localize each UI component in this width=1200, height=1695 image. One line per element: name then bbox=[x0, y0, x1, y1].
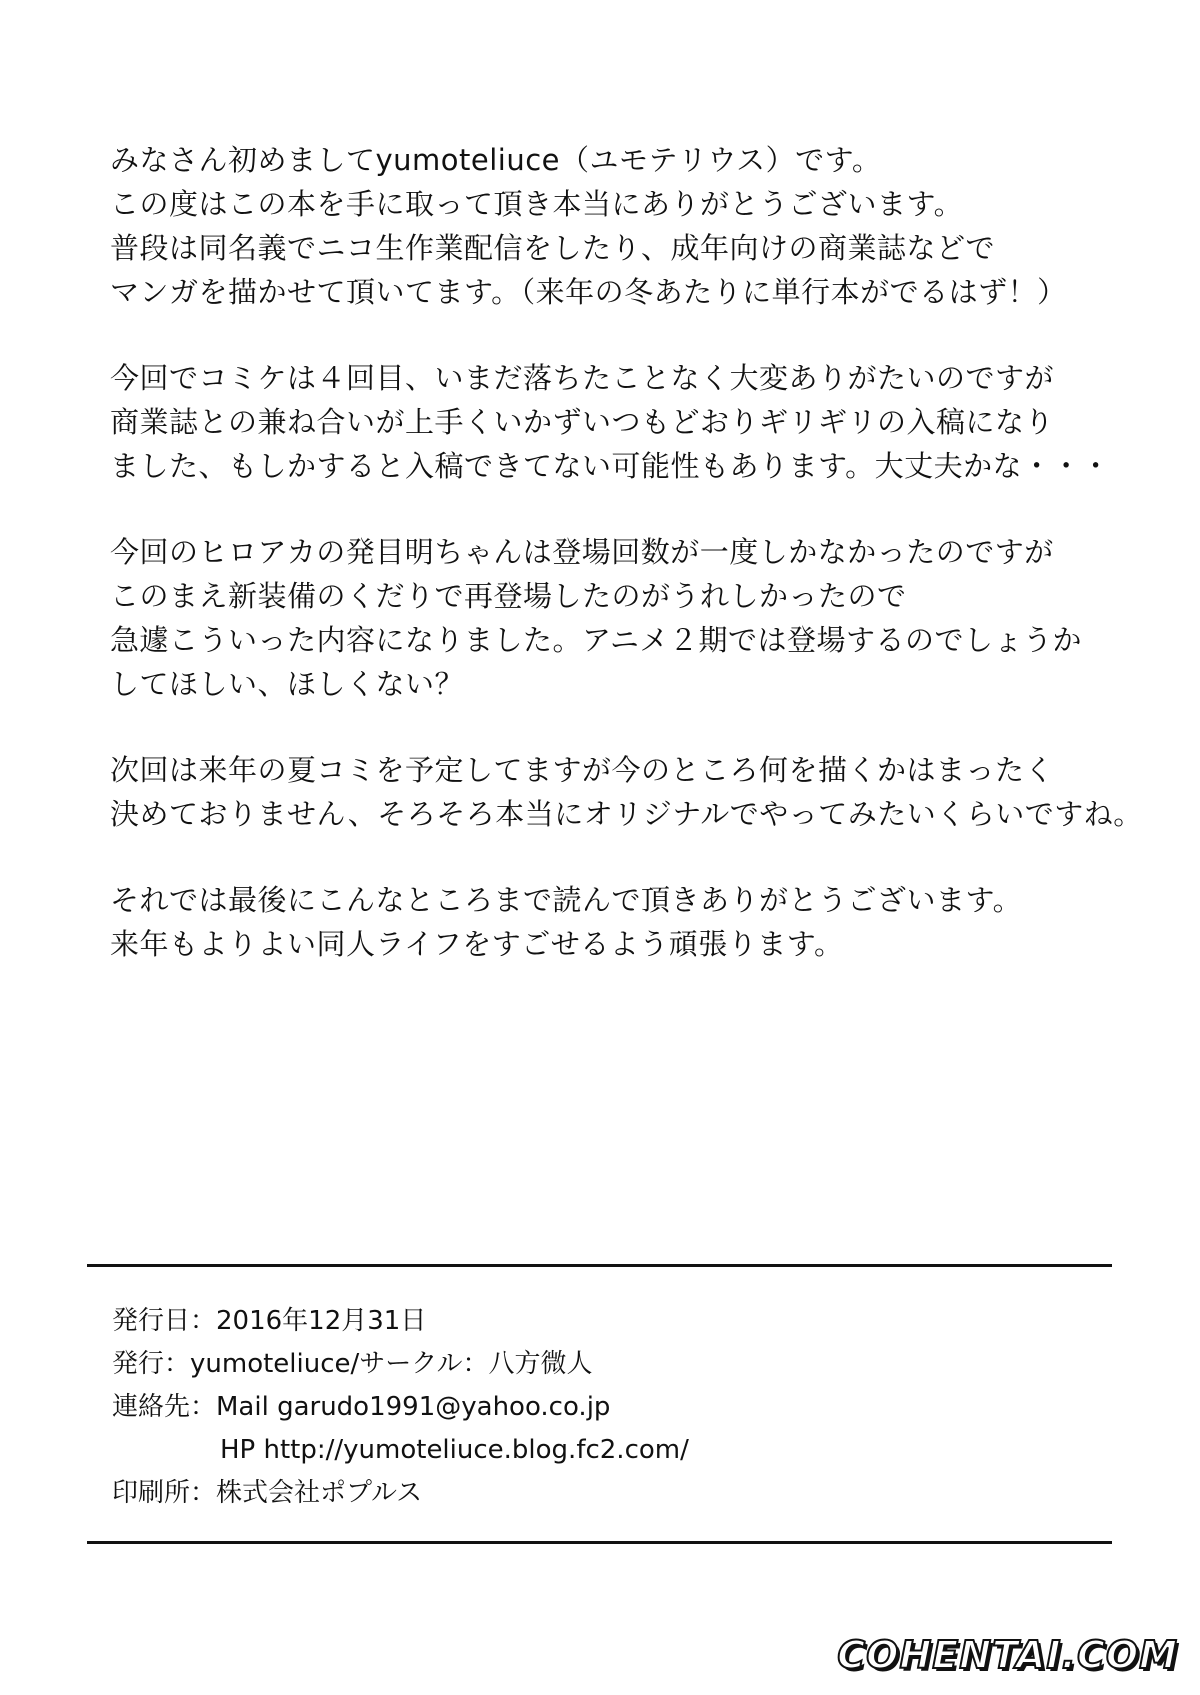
text-line: 来年もよりよい同人ライフをすごせるよう頑張ります。 bbox=[110, 927, 844, 961]
text-line: 普段は同名義でニコ生作業配信をしたり、成年向けの商業誌などで bbox=[110, 231, 996, 265]
text-line: 決めておりません、そろそろ本当にオリジナルでやってみたいくらいですね。 bbox=[110, 797, 1143, 831]
text-line: この度はこの本を手に取って頂き本当にありがとうございます。 bbox=[110, 187, 964, 221]
text-line: 今回のヒロアカの発目明ちゃんは登場回数が一度しかなかったのですが bbox=[110, 535, 1054, 569]
afterword-text bbox=[110, 138, 1143, 1008]
paragraph-greeting bbox=[110, 138, 1110, 314]
paragraph-next-event bbox=[110, 748, 1143, 836]
text-line: それでは最後にこんなところまで読んで頂きありがとうございます。 bbox=[110, 883, 1023, 917]
text-line: マンガを描かせて頂いてます。（来年の冬あたりに単行本がでるはず！） bbox=[110, 275, 1067, 309]
paragraph-content bbox=[110, 530, 1110, 706]
contact-mail: 連絡先：Mail garudo1991@yahoo.co.jp bbox=[112, 1392, 611, 1422]
divider-bottom bbox=[87, 1541, 1112, 1544]
text-line: ました、もしかすると入稿できてない可能性もあります。大丈夫かな・・・ bbox=[110, 449, 1111, 483]
text-line: 急遽こういった内容になりました。アニメ２期では登場するのでしょうか bbox=[110, 623, 1083, 657]
text-line: このまえ新装備のくだりで再登場したのがうれしかったので bbox=[110, 579, 907, 613]
text-line: 商業誌との兼ね合いが上手くいかずいつもどおりギリギリの入稿になり bbox=[110, 405, 1055, 439]
issue-date: 発行日：2016年12月31日 bbox=[112, 1306, 427, 1336]
paragraph-comiket bbox=[110, 356, 1110, 488]
text-line: 今回でコミケは４回目、いまだ落ちたことなく大変ありがたいのですが bbox=[110, 361, 1055, 395]
site-watermark: COHENTAI.COM bbox=[837, 1633, 1178, 1677]
divider-top bbox=[87, 1264, 1112, 1267]
colophon bbox=[112, 1300, 1112, 1515]
paragraph-closing bbox=[110, 878, 1110, 966]
text-line: みなさん初めましてyumoteliuce（ユモテリウス）です。 bbox=[110, 143, 882, 177]
printer: 印刷所：株式会社ポプルス bbox=[112, 1478, 423, 1508]
publisher: 発行：yumoteliuce/サークル：八方微人 bbox=[112, 1349, 593, 1379]
text-line: 次回は来年の夏コミを予定してますが今のところ何を描くかはまったく bbox=[110, 753, 1055, 787]
text-line: してほしい、ほしくない？ bbox=[110, 667, 465, 701]
contact-homepage: HP http://yumoteliuce.blog.fc2.com/ bbox=[220, 1435, 689, 1465]
